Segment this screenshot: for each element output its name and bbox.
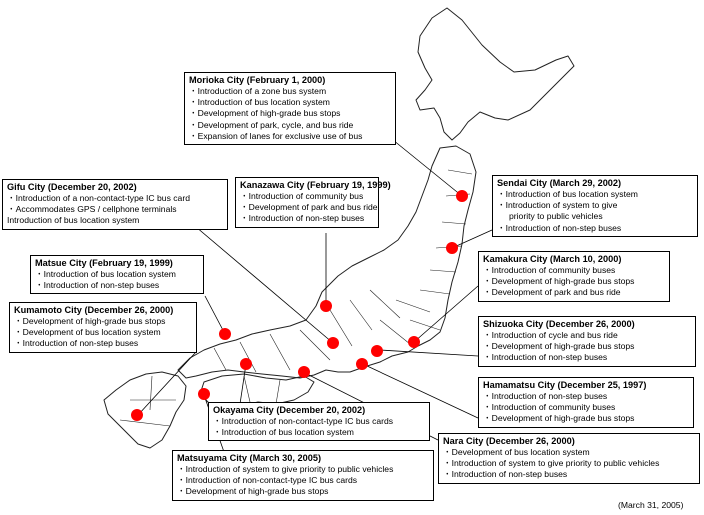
marker-gifu bbox=[327, 337, 339, 349]
city-title: Sendai City (March 29, 2002) bbox=[497, 178, 622, 188]
city-item: ・ Development of park, cycle, and bus ride bbox=[189, 120, 391, 131]
city-item: ・ Development of park and bus ride bbox=[240, 202, 374, 213]
city-item: ・ Introduction of non-step buses bbox=[240, 213, 374, 224]
city-item: ・ Development of high-grade bus stops bbox=[177, 486, 429, 497]
city-title: Kumamoto City (December 26, 2000) bbox=[14, 305, 174, 315]
city-box-sendai bbox=[492, 175, 698, 237]
city-box-hamamatsu bbox=[478, 377, 694, 428]
city-item: ・ Introduction of community bus bbox=[240, 191, 374, 202]
city-item: ・ Introduction of bus location system bbox=[497, 189, 693, 200]
city-box-morioka bbox=[184, 72, 396, 145]
city-title: Okayama City (December 20, 2002) bbox=[213, 405, 366, 415]
city-item: ・ Introduction of non-step buses bbox=[483, 391, 689, 402]
city-item: ・ Development of high-grade bus stops bbox=[189, 108, 391, 119]
city-item: ・ Introduction of non-step buses bbox=[14, 338, 192, 349]
city-item: Introduction of bus location system bbox=[7, 215, 140, 226]
city-item: ・ Introduction of a non-contact-type IC bus card bbox=[7, 193, 223, 204]
city-item: ・ Introduction of bus location system bbox=[213, 427, 425, 438]
city-title: Morioka City (February 1, 2000) bbox=[189, 75, 326, 85]
hokkaido-outline bbox=[416, 8, 574, 140]
city-item: ・ Introduction of system to give bbox=[497, 200, 693, 211]
city-item: ・ Development of high-grade bus stops bbox=[14, 316, 192, 327]
leader-sendai bbox=[452, 230, 492, 248]
marker-shizuoka bbox=[371, 345, 383, 357]
city-item: ・ Introduction of non-step buses bbox=[483, 352, 691, 363]
city-item: ・ Development of high-grade bus stops bbox=[483, 276, 665, 287]
city-item: ・ Introduction of bus location system bbox=[189, 97, 391, 108]
city-item: ・ Development of park and bus ride bbox=[483, 287, 665, 298]
leader-kumamoto bbox=[138, 352, 196, 415]
city-title: Gifu City (December 20, 2002) bbox=[7, 182, 137, 192]
city-item: ・ Introduction of community buses bbox=[483, 265, 665, 276]
city-box-shizuoka bbox=[478, 316, 696, 367]
marker-sendai bbox=[446, 242, 458, 254]
city-box-okayama bbox=[208, 402, 430, 441]
city-box-nara bbox=[438, 433, 700, 484]
leader-okayama bbox=[240, 364, 246, 404]
city-item: ・ Introduction of cycle and bus ride bbox=[483, 330, 691, 341]
city-item: ・ Introduction of bus location system bbox=[35, 269, 199, 280]
marker-matsue bbox=[219, 328, 231, 340]
city-box-kamakura bbox=[478, 251, 670, 302]
city-item: ・ Introduction of non-step buses bbox=[443, 469, 695, 480]
city-item: ・ Introduction of non-step buses bbox=[497, 223, 693, 234]
city-title: Nara City (December 26, 2000) bbox=[443, 436, 575, 446]
city-item: ・ Expansion of lanes for exclusive use of bus bbox=[189, 131, 391, 142]
city-item: ・ Introduction of non-step buses bbox=[35, 280, 199, 291]
city-item: ・ Accommodates GPS / cellphone terminals bbox=[7, 204, 223, 215]
marker-hamamatsu bbox=[356, 358, 368, 370]
city-item: ・ Development of high-grade bus stops bbox=[483, 341, 691, 352]
city-box-gifu bbox=[2, 179, 228, 230]
city-title: Matsue City (February 19, 1999) bbox=[35, 258, 173, 268]
leader-kamakura bbox=[414, 286, 478, 342]
city-item: ・ Development of high-grade bus stops bbox=[483, 413, 689, 424]
city-item: ・ Introduction of a zone bus system bbox=[189, 86, 391, 97]
city-title: Shizuoka City (December 26, 2000) bbox=[483, 319, 635, 329]
city-item: priority to public vehicles bbox=[509, 211, 603, 222]
marker-okayama bbox=[240, 358, 252, 370]
city-item: ・ Introduction of non-contact-type IC bus cards bbox=[177, 475, 429, 486]
city-title: Hamamatsu City (December 25, 1997) bbox=[483, 380, 647, 390]
city-item: ・ Development of bus location system bbox=[14, 327, 192, 338]
city-item: ・ Development of bus location system bbox=[443, 447, 695, 458]
city-box-kumamoto bbox=[9, 302, 197, 353]
marker-kamakura bbox=[408, 336, 420, 348]
marker-kanazawa bbox=[320, 300, 332, 312]
city-box-kanazawa bbox=[235, 177, 391, 228]
city-box-matsue bbox=[30, 255, 204, 294]
kyushu-outline bbox=[104, 372, 186, 448]
marker-morioka bbox=[456, 190, 468, 202]
leader-morioka bbox=[393, 140, 462, 196]
city-box-matsuyama bbox=[172, 450, 434, 501]
city-title: Kamakura City (March 10, 2000) bbox=[483, 254, 622, 264]
date-note: (March 31, 2005) bbox=[618, 500, 684, 510]
city-item: ・ Introduction of system to give priority to public vehicles bbox=[443, 458, 695, 469]
leader-matsue bbox=[205, 296, 225, 334]
city-item: ・ Introduction of community buses bbox=[483, 402, 689, 413]
city-title: Matsuyama City (March 30, 2005) bbox=[177, 453, 321, 463]
city-title: Kanazawa City (February 19, 1999) bbox=[240, 180, 391, 190]
marker-kumamoto bbox=[131, 409, 143, 421]
city-item: ・ Introduction of system to give priority to public vehicles bbox=[177, 464, 429, 475]
marker-nara bbox=[298, 366, 310, 378]
marker-matsuyama bbox=[198, 388, 210, 400]
city-item: ・ Introduction of non-contact-type IC bus cards bbox=[213, 416, 425, 427]
